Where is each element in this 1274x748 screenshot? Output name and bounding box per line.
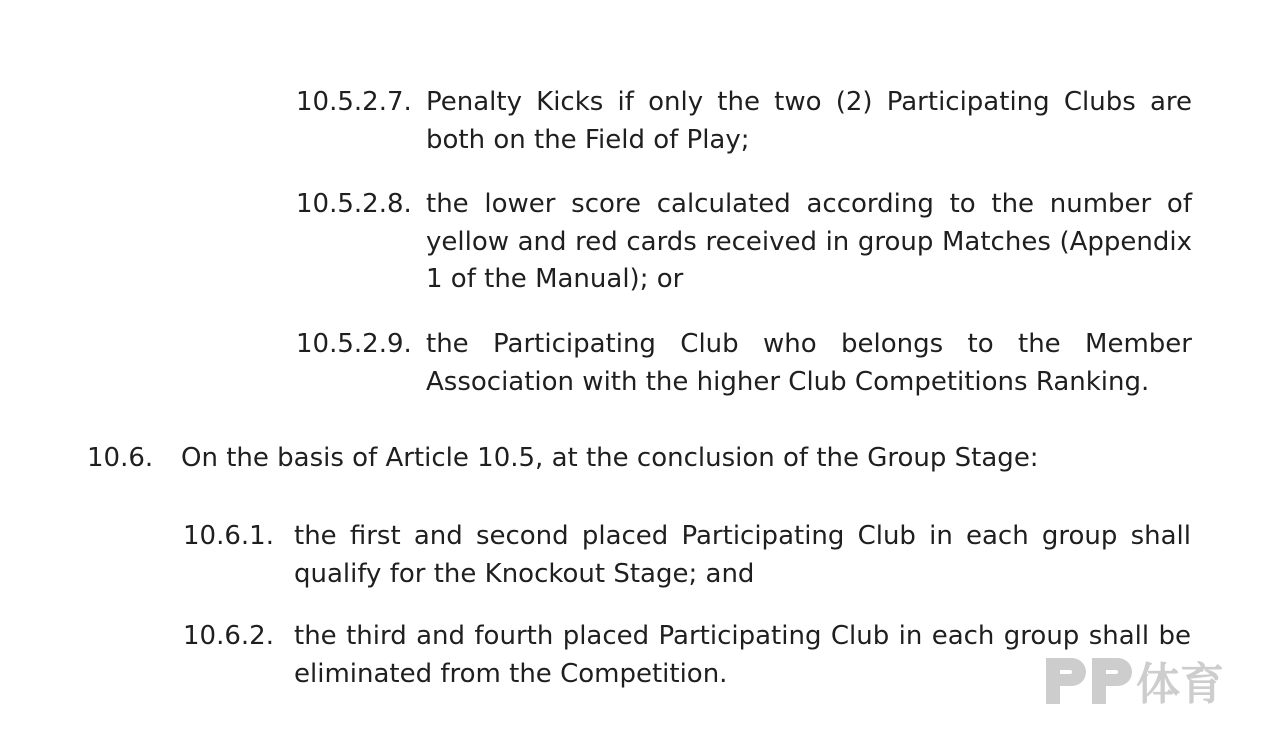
clause-text: the third and fourth placed Participating Club in each group shall be eliminated from the Competition. (294, 621, 1191, 689)
svg-text:体育: 体育 (1136, 659, 1224, 708)
clause-text: the Participating Club who belongs to the Member Association with the higher Club Competitions Ranking. (426, 329, 1192, 397)
clause-number: 10.6.2. (183, 621, 274, 651)
clause-text: On the basis of Article 10.5, at the conclusion of the Group Stage: (181, 443, 1039, 473)
clause-text: the first and second placed Participating Club in each group shall qualify for the Knockout Stage; and (294, 521, 1191, 589)
clause-number: 10.5.2.9. (296, 329, 412, 359)
clause-number: 10.5.2.7. (296, 87, 412, 117)
clause-number: 10.6. (87, 443, 154, 473)
clause-text: Penalty Kicks if only the two (2) Participating Clubs are both on the Field of Play; (426, 87, 1192, 155)
clause-text: the lower score calculated according to the number of yellow and red cards received in group Matches (Appendix 1 of the Manual); or (426, 189, 1192, 294)
clause-number: 10.6.1. (183, 521, 274, 551)
clause-number: 10.5.2.8. (296, 189, 412, 219)
pp-sports-watermark (1044, 652, 1234, 708)
